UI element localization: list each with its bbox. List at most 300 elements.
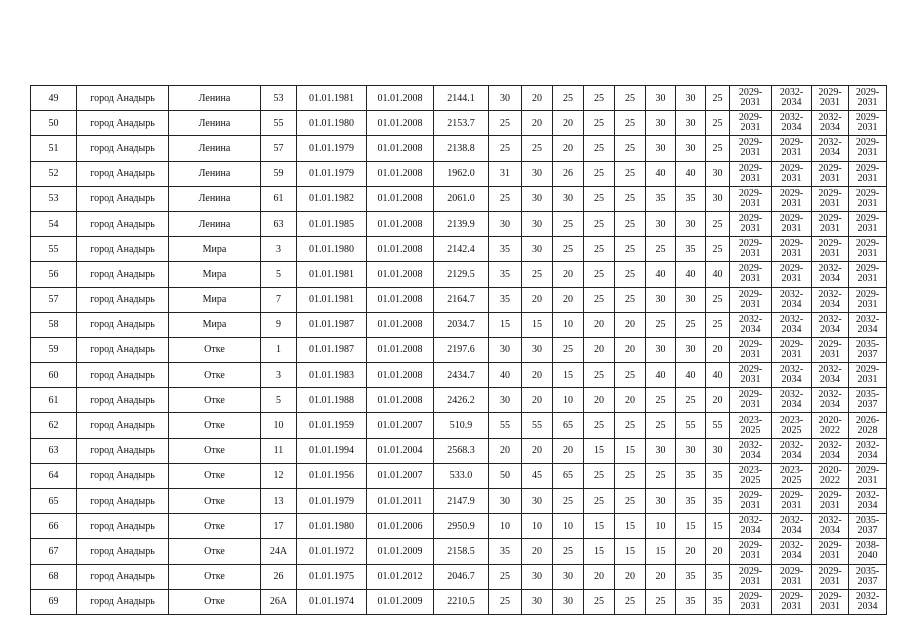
area-cell: 533.0 xyxy=(434,463,489,488)
house-number-cell: 13 xyxy=(261,489,297,514)
repair-period-cell: 2029- 2031 xyxy=(730,287,772,312)
table-row xyxy=(31,136,887,161)
city-cell: город Анадырь xyxy=(77,262,169,287)
repair-period-cell: 2032- 2034 xyxy=(772,86,812,111)
survey-date-cell: 01.01.2008 xyxy=(367,337,434,362)
area-cell: 2434.7 xyxy=(434,363,489,388)
repair-period-cell: 2029- 2031 xyxy=(812,564,849,589)
row-number-cell: 51 xyxy=(31,136,77,161)
wear-percent-cell: 30 xyxy=(522,186,553,211)
wear-percent-cell: 25 xyxy=(584,86,615,111)
city-cell: город Анадырь xyxy=(77,539,169,564)
wear-percent-cell: 25 xyxy=(706,287,730,312)
survey-date-cell: 01.01.2008 xyxy=(367,388,434,413)
repair-period-cell: 2029- 2031 xyxy=(849,363,887,388)
street-cell: Отке xyxy=(169,388,261,413)
city-cell: город Анадырь xyxy=(77,514,169,539)
wear-percent-cell: 25 xyxy=(706,312,730,337)
wear-percent-cell: 30 xyxy=(522,337,553,362)
repair-period-cell: 2029- 2031 xyxy=(812,211,849,236)
wear-percent-cell: 30 xyxy=(522,211,553,236)
wear-percent-cell: 40 xyxy=(676,363,706,388)
city-cell: город Анадырь xyxy=(77,489,169,514)
city-cell: город Анадырь xyxy=(77,136,169,161)
city-cell: город Анадырь xyxy=(77,564,169,589)
repair-period-cell: 2032- 2034 xyxy=(772,363,812,388)
repair-period-cell: 2029- 2031 xyxy=(772,211,812,236)
wear-percent-cell: 20 xyxy=(584,312,615,337)
wear-percent-cell: 20 xyxy=(615,388,646,413)
wear-percent-cell: 35 xyxy=(489,539,522,564)
wear-percent-cell: 30 xyxy=(646,337,676,362)
repair-period-cell: 2023- 2025 xyxy=(772,463,812,488)
wear-percent-cell: 30 xyxy=(706,438,730,463)
street-cell: Отке xyxy=(169,463,261,488)
repair-period-cell: 2029- 2031 xyxy=(730,589,772,614)
repair-period-cell: 2032- 2034 xyxy=(772,287,812,312)
table-row xyxy=(31,287,887,312)
wear-percent-cell: 35 xyxy=(706,463,730,488)
area-cell: 2034.7 xyxy=(434,312,489,337)
wear-percent-cell: 25 xyxy=(553,211,584,236)
repair-period-cell: 2029- 2031 xyxy=(772,337,812,362)
wear-percent-cell: 25 xyxy=(615,186,646,211)
wear-percent-cell: 30 xyxy=(646,86,676,111)
wear-percent-cell: 25 xyxy=(646,388,676,413)
repair-period-cell: 2032- 2034 xyxy=(812,111,849,136)
wear-percent-cell: 40 xyxy=(706,363,730,388)
wear-percent-cell: 15 xyxy=(584,514,615,539)
area-cell: 2210.5 xyxy=(434,589,489,614)
area-cell: 2426.2 xyxy=(434,388,489,413)
repair-period-cell: 2035- 2037 xyxy=(849,337,887,362)
survey-date-cell: 01.01.2008 xyxy=(367,186,434,211)
city-cell: город Анадырь xyxy=(77,161,169,186)
row-number-cell: 59 xyxy=(31,337,77,362)
wear-percent-cell: 10 xyxy=(646,514,676,539)
wear-percent-cell: 15 xyxy=(615,438,646,463)
repair-period-cell: 2029- 2031 xyxy=(772,237,812,262)
wear-percent-cell: 25 xyxy=(615,111,646,136)
commission-date-cell: 01.01.1987 xyxy=(297,312,367,337)
wear-percent-cell: 25 xyxy=(646,413,676,438)
wear-percent-cell: 40 xyxy=(676,161,706,186)
commission-date-cell: 01.01.1981 xyxy=(297,86,367,111)
area-cell: 2164.7 xyxy=(434,287,489,312)
wear-percent-cell: 25 xyxy=(706,86,730,111)
house-number-cell: 61 xyxy=(261,186,297,211)
table-row xyxy=(31,489,887,514)
row-number-cell: 61 xyxy=(31,388,77,413)
house-number-cell: 59 xyxy=(261,161,297,186)
wear-percent-cell: 25 xyxy=(584,161,615,186)
wear-percent-cell: 26 xyxy=(553,161,584,186)
wear-percent-cell: 20 xyxy=(584,564,615,589)
city-cell: город Анадырь xyxy=(77,388,169,413)
house-number-cell: 1 xyxy=(261,337,297,362)
wear-percent-cell: 10 xyxy=(553,514,584,539)
repair-period-cell: 2023- 2025 xyxy=(730,463,772,488)
table-row xyxy=(31,186,887,211)
area-cell: 2144.1 xyxy=(434,86,489,111)
wear-percent-cell: 30 xyxy=(676,136,706,161)
area-cell: 2147.9 xyxy=(434,489,489,514)
repair-period-cell: 2038- 2040 xyxy=(849,539,887,564)
survey-date-cell: 01.01.2006 xyxy=(367,514,434,539)
repair-period-cell: 2029- 2031 xyxy=(849,136,887,161)
house-number-cell: 63 xyxy=(261,211,297,236)
repair-period-cell: 2023- 2025 xyxy=(772,413,812,438)
city-cell: город Анадырь xyxy=(77,363,169,388)
survey-date-cell: 01.01.2008 xyxy=(367,161,434,186)
repair-period-cell: 2035- 2037 xyxy=(849,514,887,539)
repair-period-cell: 2032- 2034 xyxy=(849,489,887,514)
commission-date-cell: 01.01.1981 xyxy=(297,262,367,287)
house-number-cell: 7 xyxy=(261,287,297,312)
row-number-cell: 55 xyxy=(31,237,77,262)
wear-percent-cell: 20 xyxy=(522,388,553,413)
wear-percent-cell: 25 xyxy=(489,589,522,614)
wear-percent-cell: 55 xyxy=(706,413,730,438)
row-number-cell: 67 xyxy=(31,539,77,564)
table-row xyxy=(31,463,887,488)
wear-percent-cell: 25 xyxy=(522,136,553,161)
wear-percent-cell: 30 xyxy=(522,237,553,262)
wear-percent-cell: 30 xyxy=(489,337,522,362)
area-cell: 2158.5 xyxy=(434,539,489,564)
street-cell: Отке xyxy=(169,489,261,514)
commission-date-cell: 01.01.1980 xyxy=(297,514,367,539)
repair-period-cell: 2032- 2034 xyxy=(772,111,812,136)
wear-percent-cell: 40 xyxy=(706,262,730,287)
survey-date-cell: 01.01.2008 xyxy=(367,363,434,388)
wear-percent-cell: 20 xyxy=(706,337,730,362)
street-cell: Ленина xyxy=(169,136,261,161)
house-number-cell: 26 xyxy=(261,564,297,589)
repair-period-cell: 2029- 2031 xyxy=(849,211,887,236)
survey-date-cell: 01.01.2004 xyxy=(367,438,434,463)
wear-percent-cell: 25 xyxy=(489,136,522,161)
wear-percent-cell: 10 xyxy=(553,312,584,337)
street-cell: Ленина xyxy=(169,186,261,211)
table-row xyxy=(31,237,887,262)
wear-percent-cell: 35 xyxy=(676,237,706,262)
wear-percent-cell: 20 xyxy=(553,287,584,312)
area-cell: 2046.7 xyxy=(434,564,489,589)
street-cell: Отке xyxy=(169,539,261,564)
wear-percent-cell: 25 xyxy=(584,186,615,211)
city-cell: город Анадырь xyxy=(77,463,169,488)
repair-period-cell: 2029- 2031 xyxy=(849,287,887,312)
survey-date-cell: 01.01.2009 xyxy=(367,539,434,564)
wear-percent-cell: 30 xyxy=(646,111,676,136)
repair-period-cell: 2032- 2034 xyxy=(772,514,812,539)
wear-percent-cell: 30 xyxy=(522,564,553,589)
repair-period-cell: 2029- 2031 xyxy=(730,111,772,136)
wear-percent-cell: 30 xyxy=(553,589,584,614)
row-number-cell: 57 xyxy=(31,287,77,312)
repair-period-cell: 2035- 2037 xyxy=(849,388,887,413)
wear-percent-cell: 20 xyxy=(522,287,553,312)
street-cell: Мира xyxy=(169,312,261,337)
commission-date-cell: 01.01.1985 xyxy=(297,211,367,236)
repair-period-cell: 2032- 2034 xyxy=(772,312,812,337)
wear-percent-cell: 25 xyxy=(615,413,646,438)
housing-table xyxy=(30,85,887,615)
repair-period-cell: 2029- 2031 xyxy=(730,86,772,111)
house-number-cell: 11 xyxy=(261,438,297,463)
commission-date-cell: 01.01.1979 xyxy=(297,161,367,186)
repair-period-cell: 2032- 2034 xyxy=(772,388,812,413)
wear-percent-cell: 25 xyxy=(489,111,522,136)
survey-date-cell: 01.01.2008 xyxy=(367,136,434,161)
wear-percent-cell: 20 xyxy=(706,388,730,413)
row-number-cell: 49 xyxy=(31,86,77,111)
wear-percent-cell: 15 xyxy=(615,514,646,539)
house-number-cell: 3 xyxy=(261,363,297,388)
area-cell: 2568.3 xyxy=(434,438,489,463)
wear-percent-cell: 65 xyxy=(553,463,584,488)
repair-period-cell: 2032- 2034 xyxy=(849,312,887,337)
wear-percent-cell: 20 xyxy=(522,438,553,463)
wear-percent-cell: 35 xyxy=(706,489,730,514)
commission-date-cell: 01.01.1979 xyxy=(297,136,367,161)
table-row xyxy=(31,111,887,136)
house-number-cell: 26А xyxy=(261,589,297,614)
table-row xyxy=(31,86,887,111)
repair-period-cell: 2032- 2034 xyxy=(812,136,849,161)
wear-percent-cell: 30 xyxy=(676,438,706,463)
repair-period-cell: 2032- 2034 xyxy=(812,312,849,337)
repair-period-cell: 2029- 2031 xyxy=(849,86,887,111)
wear-percent-cell: 25 xyxy=(615,463,646,488)
wear-percent-cell: 25 xyxy=(615,237,646,262)
wear-percent-cell: 20 xyxy=(615,312,646,337)
area-cell: 2129.5 xyxy=(434,262,489,287)
wear-percent-cell: 25 xyxy=(646,463,676,488)
repair-period-cell: 2032- 2034 xyxy=(772,539,812,564)
street-cell: Отке xyxy=(169,363,261,388)
street-cell: Отке xyxy=(169,564,261,589)
wear-percent-cell: 40 xyxy=(676,262,706,287)
repair-period-cell: 2029- 2031 xyxy=(812,237,849,262)
street-cell: Отке xyxy=(169,438,261,463)
row-number-cell: 64 xyxy=(31,463,77,488)
row-number-cell: 50 xyxy=(31,111,77,136)
wear-percent-cell: 25 xyxy=(615,86,646,111)
commission-date-cell: 01.01.1982 xyxy=(297,186,367,211)
area-cell: 2139.9 xyxy=(434,211,489,236)
wear-percent-cell: 20 xyxy=(553,262,584,287)
repair-period-cell: 2029- 2031 xyxy=(772,186,812,211)
wear-percent-cell: 25 xyxy=(584,363,615,388)
repair-period-cell: 2029- 2031 xyxy=(730,337,772,362)
wear-percent-cell: 30 xyxy=(676,287,706,312)
wear-percent-cell: 25 xyxy=(646,237,676,262)
city-cell: город Анадырь xyxy=(77,589,169,614)
commission-date-cell: 01.01.1988 xyxy=(297,388,367,413)
wear-percent-cell: 20 xyxy=(706,539,730,564)
repair-period-cell: 2029- 2031 xyxy=(849,186,887,211)
commission-date-cell: 01.01.1972 xyxy=(297,539,367,564)
table-row xyxy=(31,262,887,287)
repair-period-cell: 2029- 2031 xyxy=(772,564,812,589)
wear-percent-cell: 25 xyxy=(584,287,615,312)
repair-period-cell: 2020- 2022 xyxy=(812,463,849,488)
street-cell: Отке xyxy=(169,514,261,539)
wear-percent-cell: 45 xyxy=(522,463,553,488)
repair-period-cell: 2020- 2022 xyxy=(812,413,849,438)
wear-percent-cell: 25 xyxy=(615,287,646,312)
wear-percent-cell: 25 xyxy=(584,111,615,136)
wear-percent-cell: 30 xyxy=(646,438,676,463)
area-cell: 2061.0 xyxy=(434,186,489,211)
repair-period-cell: 2029- 2031 xyxy=(730,211,772,236)
row-number-cell: 69 xyxy=(31,589,77,614)
wear-percent-cell: 25 xyxy=(615,363,646,388)
wear-percent-cell: 15 xyxy=(676,514,706,539)
wear-percent-cell: 35 xyxy=(676,589,706,614)
wear-percent-cell: 30 xyxy=(553,564,584,589)
wear-percent-cell: 20 xyxy=(584,337,615,362)
table-body xyxy=(31,86,887,615)
wear-percent-cell: 25 xyxy=(706,211,730,236)
city-cell: город Анадырь xyxy=(77,287,169,312)
area-cell: 1962.0 xyxy=(434,161,489,186)
commission-date-cell: 01.01.1956 xyxy=(297,463,367,488)
repair-period-cell: 2029- 2031 xyxy=(730,136,772,161)
commission-date-cell: 01.01.1975 xyxy=(297,564,367,589)
repair-period-cell: 2029- 2031 xyxy=(849,262,887,287)
wear-percent-cell: 30 xyxy=(676,211,706,236)
wear-percent-cell: 25 xyxy=(553,489,584,514)
wear-percent-cell: 25 xyxy=(676,388,706,413)
repair-period-cell: 2032- 2034 xyxy=(812,287,849,312)
row-number-cell: 56 xyxy=(31,262,77,287)
wear-percent-cell: 25 xyxy=(522,262,553,287)
wear-percent-cell: 25 xyxy=(706,136,730,161)
survey-date-cell: 01.01.2011 xyxy=(367,489,434,514)
row-number-cell: 62 xyxy=(31,413,77,438)
repair-period-cell: 2026- 2028 xyxy=(849,413,887,438)
wear-percent-cell: 15 xyxy=(489,312,522,337)
repair-period-cell: 2029- 2031 xyxy=(849,161,887,186)
wear-percent-cell: 35 xyxy=(676,186,706,211)
repair-period-cell: 2032- 2034 xyxy=(812,438,849,463)
wear-percent-cell: 25 xyxy=(553,337,584,362)
repair-period-cell: 2035- 2037 xyxy=(849,564,887,589)
wear-percent-cell: 20 xyxy=(522,86,553,111)
repair-period-cell: 2029- 2031 xyxy=(812,489,849,514)
wear-percent-cell: 55 xyxy=(522,413,553,438)
wear-percent-cell: 35 xyxy=(489,237,522,262)
wear-percent-cell: 25 xyxy=(584,489,615,514)
wear-percent-cell: 35 xyxy=(706,589,730,614)
commission-date-cell: 01.01.1959 xyxy=(297,413,367,438)
commission-date-cell: 01.01.1979 xyxy=(297,489,367,514)
wear-percent-cell: 35 xyxy=(489,262,522,287)
wear-percent-cell: 30 xyxy=(646,211,676,236)
wear-percent-cell: 25 xyxy=(584,262,615,287)
repair-period-cell: 2029- 2031 xyxy=(730,539,772,564)
street-cell: Мира xyxy=(169,262,261,287)
wear-percent-cell: 25 xyxy=(489,186,522,211)
wear-percent-cell: 65 xyxy=(553,413,584,438)
wear-percent-cell: 30 xyxy=(676,111,706,136)
house-number-cell: 9 xyxy=(261,312,297,337)
wear-percent-cell: 25 xyxy=(615,161,646,186)
wear-percent-cell: 20 xyxy=(615,337,646,362)
wear-percent-cell: 30 xyxy=(646,136,676,161)
table-row xyxy=(31,438,887,463)
wear-percent-cell: 35 xyxy=(646,186,676,211)
repair-period-cell: 2032- 2034 xyxy=(849,589,887,614)
wear-percent-cell: 10 xyxy=(489,514,522,539)
city-cell: город Анадырь xyxy=(77,211,169,236)
repair-period-cell: 2029- 2031 xyxy=(730,262,772,287)
wear-percent-cell: 10 xyxy=(553,388,584,413)
wear-percent-cell: 15 xyxy=(706,514,730,539)
wear-percent-cell: 30 xyxy=(522,589,553,614)
area-cell: 510.9 xyxy=(434,413,489,438)
wear-percent-cell: 25 xyxy=(584,589,615,614)
row-number-cell: 60 xyxy=(31,363,77,388)
repair-period-cell: 2029- 2031 xyxy=(812,161,849,186)
table-row xyxy=(31,514,887,539)
repair-period-cell: 2032- 2034 xyxy=(730,438,772,463)
survey-date-cell: 01.01.2009 xyxy=(367,589,434,614)
wear-percent-cell: 30 xyxy=(646,489,676,514)
repair-period-cell: 2029- 2031 xyxy=(730,363,772,388)
wear-percent-cell: 15 xyxy=(584,438,615,463)
wear-percent-cell: 35 xyxy=(676,463,706,488)
house-number-cell: 5 xyxy=(261,388,297,413)
city-cell: город Анадырь xyxy=(77,413,169,438)
repair-period-cell: 2029- 2031 xyxy=(772,136,812,161)
wear-percent-cell: 30 xyxy=(489,86,522,111)
wear-percent-cell: 25 xyxy=(584,463,615,488)
repair-period-cell: 2023- 2025 xyxy=(730,413,772,438)
row-number-cell: 66 xyxy=(31,514,77,539)
wear-percent-cell: 20 xyxy=(615,564,646,589)
street-cell: Мира xyxy=(169,287,261,312)
wear-percent-cell: 20 xyxy=(489,438,522,463)
wear-percent-cell: 25 xyxy=(553,237,584,262)
wear-percent-cell: 35 xyxy=(489,287,522,312)
wear-percent-cell: 30 xyxy=(489,489,522,514)
repair-period-cell: 2029- 2031 xyxy=(772,489,812,514)
repair-period-cell: 2029- 2031 xyxy=(812,186,849,211)
repair-period-cell: 2029- 2031 xyxy=(730,489,772,514)
house-number-cell: 24А xyxy=(261,539,297,564)
commission-date-cell: 01.01.1987 xyxy=(297,337,367,362)
wear-percent-cell: 15 xyxy=(615,539,646,564)
wear-percent-cell: 25 xyxy=(676,312,706,337)
table-row xyxy=(31,312,887,337)
commission-date-cell: 01.01.1981 xyxy=(297,287,367,312)
wear-percent-cell: 25 xyxy=(553,539,584,564)
wear-percent-cell: 25 xyxy=(615,489,646,514)
row-number-cell: 65 xyxy=(31,489,77,514)
commission-date-cell: 01.01.1974 xyxy=(297,589,367,614)
house-number-cell: 5 xyxy=(261,262,297,287)
street-cell: Мира xyxy=(169,237,261,262)
row-number-cell: 68 xyxy=(31,564,77,589)
wear-percent-cell: 31 xyxy=(489,161,522,186)
table-row xyxy=(31,564,887,589)
repair-period-cell: 2032- 2034 xyxy=(849,438,887,463)
wear-percent-cell: 40 xyxy=(646,161,676,186)
